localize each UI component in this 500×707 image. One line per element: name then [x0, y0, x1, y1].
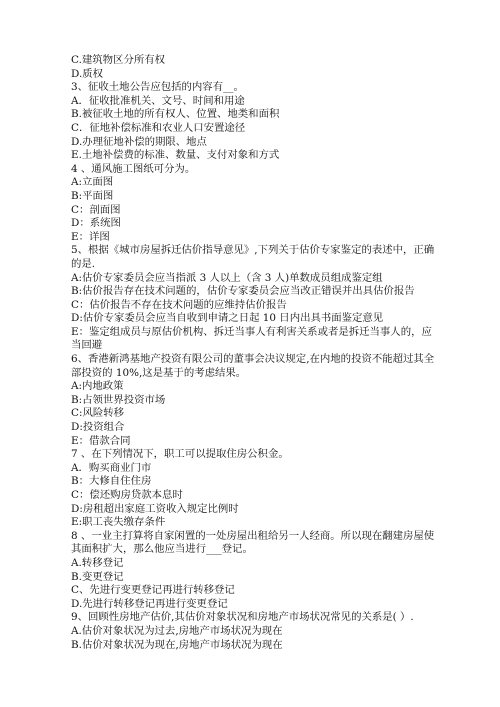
option-line: B.被征收土地的所有权人、位置、地类和面积 — [71, 108, 280, 121]
option-line: D:估价专家委员会应当自收到申请之日起 10 日内出具书面鉴定意见 — [71, 312, 384, 325]
option-line: B：大修自住住房 — [71, 475, 152, 488]
option-line: D.先进行转移登记再进行变更登记 — [71, 597, 228, 610]
question-line: 4 、通风施工图纸可分为。 — [71, 162, 196, 175]
question-line: 部投资的 10%,这是基于的考虑结果。 — [71, 366, 247, 379]
option-line: C、先进行变更登记再进行转移登记 — [71, 584, 235, 597]
option-line: A:内地政策 — [71, 380, 124, 393]
option-line: D:投资组合 — [71, 421, 125, 434]
option-line: D:房租超出家庭工资收入规定比例时 — [71, 502, 239, 515]
option-line: D：系统图 — [71, 217, 121, 230]
option-line: E.土地补偿费的标准、数量、支付对象和方式 — [71, 149, 280, 162]
option-line: E：详图 — [71, 230, 110, 243]
option-line: D.质权 — [71, 67, 104, 80]
option-line: A.转移登记 — [71, 556, 124, 569]
question-line: 9、回顾性房地产估价,其估价对象状况和房地产市场状况常见的关系是( ）. — [71, 611, 414, 624]
option-line: B.变更登记 — [71, 570, 124, 583]
option-line: A.估价对象状况为过去,房地产市场状况为现在 — [71, 624, 283, 637]
option-line: 当回避 — [71, 339, 103, 352]
option-line: C：偿还购房贷款本息时 — [71, 489, 183, 501]
question-line: 的是. — [71, 257, 96, 270]
option-line: C：剖面图 — [71, 203, 121, 216]
question-line: 7 、在下列情况下，职工可以提取住房公积金。 — [71, 448, 289, 461]
option-line: E：借款合同 — [71, 434, 131, 447]
option-line: B.估价对象状况为现在,房地产市场状况为现在 — [71, 638, 283, 651]
question-line: 6、香港新鸿基地产投资有限公司的董事会决议规定,在内地的投资不能超过其全 — [71, 353, 435, 366]
option-line: A:立面图 — [71, 176, 114, 189]
question-line: 3、征收土地公告应包括的内容有__。 — [71, 81, 244, 94]
option-line: C．征地补偿标准和农业人口安置途径 — [71, 121, 246, 134]
question-line: 8 、一业主打算将自家闲置的一处房屋出租给另一人经商。所以现在翻建房屋使 — [71, 529, 435, 542]
option-line: A:估价专家委员会应当指派 3 人以上（含 3 人)单数成员组成鉴定组 — [71, 271, 383, 284]
document-page — [71, 54, 441, 652]
option-line: B:估价报告存在技术问题的，估价专家委员会应当改正错误并出具估价报告 — [71, 285, 415, 298]
option-line: A．购买商业门市 — [71, 461, 152, 474]
option-line: C:风险转移 — [71, 407, 125, 420]
option-line: E：鉴定组成员与原估价机构、拆迁当事人有利害关系或者是拆迁当事人的，应 — [71, 325, 432, 338]
question-line: 其面积扩大，那么他应当进行___登记。 — [71, 543, 253, 556]
option-line: B:平面图 — [71, 189, 114, 202]
option-line: B:占领世界投资市场 — [71, 393, 166, 406]
option-line: C：估价报告不存在技术问题的应维持估价报告 — [71, 298, 287, 311]
option-line: C.建筑物区分所有权 — [71, 54, 166, 66]
question-line: 5、根据《城市房屋拆迁估价指导意见》,下列关于估价专家鉴定的表述中，正确 — [71, 244, 435, 257]
option-line: E:职工丧失缴存条件 — [71, 516, 166, 529]
option-line: D.办理征地补偿的期限、地点 — [71, 135, 207, 148]
option-line: A．征收批准机关、文号、时间和用途 — [71, 94, 245, 107]
